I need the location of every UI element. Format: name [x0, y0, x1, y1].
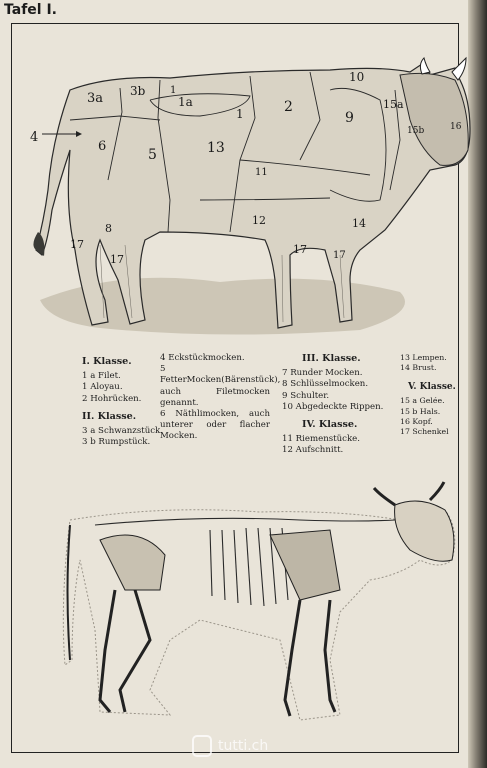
cut-label-9: 9 — [345, 110, 354, 126]
legend-item: 14 Brust. — [400, 363, 437, 373]
legend-item: 3 b Rumpstück. — [82, 437, 151, 448]
left-horn — [420, 58, 430, 74]
klasse-2-heading: II. Klasse. — [82, 410, 137, 422]
cut-label-15b: 15b — [407, 126, 425, 136]
klasse-3-heading: III. Klasse. — [302, 353, 361, 364]
leg-bones — [100, 590, 335, 716]
cut-label-2: 2 — [284, 99, 293, 115]
klasse-5-heading: V. Klasse. — [408, 381, 456, 392]
legend-item: 4 Eckstückmocken. — [160, 353, 245, 363]
cut-label-17-b: 17 — [110, 253, 124, 266]
cut-label-6: 6 — [98, 139, 107, 154]
cut-label-17-a: 17 — [70, 238, 84, 251]
legend-item: 15 b Hals. — [400, 406, 441, 416]
cut-label-3b: 3b — [130, 84, 146, 98]
legend-item: 1 a Filet. — [82, 371, 121, 382]
skull-horn-right — [430, 482, 444, 500]
legend-column-1 — [82, 356, 163, 448]
klasse-4-heading: IV. Klasse. — [302, 419, 358, 431]
pelvis — [100, 535, 165, 590]
legend-item: 2 Hohrücken. — [82, 393, 142, 404]
legend-item: 1 Aloyau. — [82, 382, 123, 393]
legend-column-3 — [282, 353, 392, 457]
legend-item: 9 Schulter. — [282, 390, 330, 401]
skeleton-tail — [68, 525, 71, 660]
shoulder-blade — [270, 530, 340, 600]
legend-column-4 — [400, 353, 464, 438]
cut-label-3a: 3a — [87, 91, 104, 106]
cut-label-5: 5 — [148, 147, 157, 163]
cut-label-4: 4 — [30, 130, 39, 145]
cow-skeleton-illustration — [63, 482, 454, 720]
skull-horn-left — [374, 488, 395, 505]
cut-label-8: 8 — [105, 222, 112, 235]
legend-item: 13 Lempen. — [400, 353, 447, 362]
cut-label-17-d: 17 — [333, 250, 346, 261]
cut-label-15a: 15a — [383, 98, 404, 111]
cut-label-14: 14 — [352, 217, 366, 230]
legend-item: 16 Kopf. — [400, 417, 433, 427]
legend-item: 3 a Schwanzstück. — [82, 426, 163, 437]
skull — [395, 501, 454, 561]
tutti-logo-icon — [192, 735, 212, 757]
cut-label-16: 16 — [450, 122, 462, 132]
cut-label-17-c: 17 — [293, 243, 307, 256]
klasse-1-heading: I. Klasse. — [82, 356, 132, 367]
tutti-watermark — [192, 733, 302, 763]
cut-label-12: 12 — [252, 214, 266, 227]
cut-label-11: 11 — [255, 167, 268, 178]
cut-label-1a: 1a — [178, 95, 193, 109]
legend-item: 8 Schlüsselmocken. — [282, 379, 369, 390]
legend-item: 12 Aufschnitt. — [282, 445, 344, 456]
legend-item: 11 Riemenstücke. — [282, 434, 360, 445]
legend-column-2 — [160, 353, 281, 443]
plate-title: Tafel I. — [4, 2, 57, 18]
legend-item: 10 Abgedeckte Rippen. — [282, 401, 384, 412]
cut-label-10: 10 — [349, 70, 365, 84]
cut-label-13: 13 — [207, 140, 225, 156]
legend-item: 7 Runder Mocken. — [282, 368, 363, 379]
legend-item: 6 Näthlimocken, auch unterer oder flacher Mocken. — [160, 409, 270, 442]
legend-item: 15 a Gelée. — [400, 396, 445, 406]
cut-label-1: 1 — [236, 107, 244, 121]
legend-item: 5 FetterMocken(Bärenstück), auch Filetmocken genannt. — [160, 364, 281, 408]
cut-label-1-top: 1 — [170, 85, 177, 96]
legend-item: 17 Schenkel — [400, 427, 449, 437]
watermark-text: tutti.ch — [218, 738, 269, 754]
